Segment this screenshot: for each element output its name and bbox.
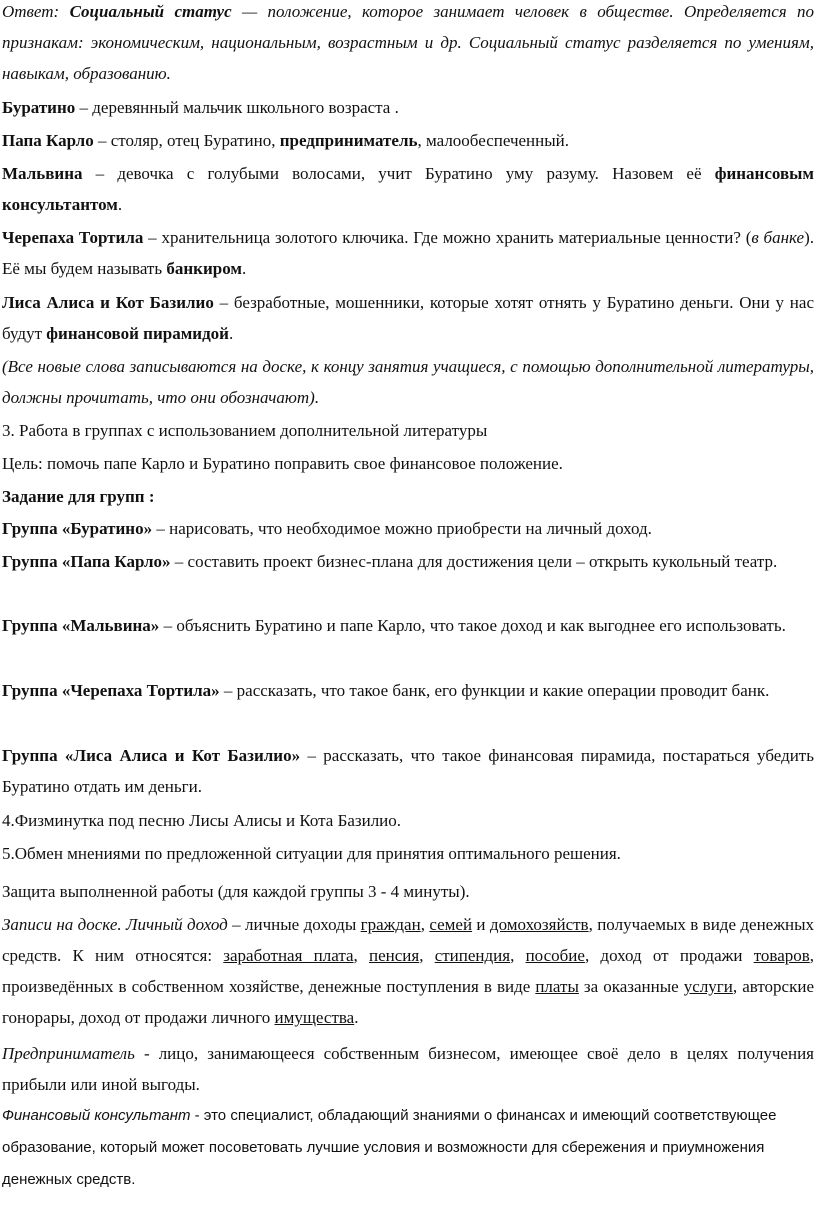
link-property[interactable]: имущества: [274, 1008, 355, 1027]
section-3-heading: 3. Работа в группах с использованием дополнительной литературы: [2, 421, 488, 440]
term-entrepreneur: предприниматель: [279, 131, 418, 150]
definition-text: ,: [510, 946, 526, 965]
term-banker: банкиром: [166, 259, 242, 278]
link-households[interactable]: домохозяйств: [489, 915, 589, 934]
section-5-heading: 5.Обмен мнениями по предложенной ситуации для принятия оптимального решения.: [2, 844, 621, 863]
goal-paragraph: Цель: помочь папе Карло и Буратино поправить свое финансовое положение.: [2, 454, 563, 473]
group-name: Группа «Черепаха Тортила»: [2, 681, 220, 700]
definition-text: ,: [420, 915, 430, 934]
definition-text: за оказанные: [578, 977, 684, 996]
group-name: Группа «Мальвина»: [2, 616, 160, 635]
definition-text: , получаемых в виде денежных средств. К ним относятся:: [2, 915, 814, 965]
group-task-heading: [2, 481, 814, 512]
link-wages[interactable]: заработная плата: [223, 946, 354, 965]
character-description: – столяр, отец Буратино,: [93, 131, 280, 150]
entrepreneur-definition: [2, 1038, 814, 1100]
answer-prefix: Ответ:: [2, 2, 60, 21]
definition-text: – личные доходы: [227, 915, 361, 934]
answer-paragraph: [2, 0, 814, 89]
definition-text: .: [354, 1008, 359, 1027]
section-4-heading: 4.Физминутка под песню Лисы Алисы и Кота Базилио.: [2, 811, 402, 830]
period: .: [241, 259, 247, 278]
character-papa-carlo: [2, 125, 814, 156]
group-name: Группа «Буратино»: [2, 519, 153, 538]
group-papa-carlo: [2, 546, 814, 577]
group-buratino: [2, 513, 814, 544]
character-tortila: [2, 222, 814, 284]
group-name: Группа «Папа Карло»: [2, 552, 171, 571]
character-name: Буратино: [2, 98, 76, 117]
group-task: – рассказать, что такое банк, его функции и какие операции проводит банк.: [219, 681, 770, 700]
group-malvina: [2, 610, 814, 641]
term-social-status: Социальный статус: [69, 2, 232, 21]
link-pension[interactable]: пенсия: [369, 946, 420, 965]
link-families[interactable]: семей: [429, 915, 473, 934]
definition-text: и: [472, 915, 490, 934]
group-fox-and-cat: [2, 740, 814, 802]
term-financial-consultant: финансовым консультантом: [2, 164, 814, 214]
term-financial-pyramid: финансовой пирамидой: [46, 324, 229, 343]
definition-text: , авторские гонорары, доход от продажи личного: [2, 977, 814, 1027]
answer-in-bank: в банке: [751, 228, 805, 247]
group-tortila: [2, 675, 814, 706]
definition-lead: Записи на доске. Личный доход: [2, 915, 228, 934]
link-services[interactable]: услуги: [683, 977, 733, 996]
group-task: – рассказать, что такое финансовая пирамида, постараться убедить Буратино отдать им деньги.: [2, 746, 814, 796]
group-task: – объяснить Буратино и папе Карло, что такое доход и как выгоднее его использовать.: [159, 616, 786, 635]
link-goods[interactable]: товаров: [753, 946, 810, 965]
group-name: Группа «Лиса Алиса и Кот Базилио»: [2, 746, 301, 765]
link-stipend[interactable]: стипендия: [434, 946, 511, 965]
character-description: – девочка с голубыми волосами, учит Буратино уму разуму. Назовем её: [82, 164, 715, 183]
definition-text: , произведённых в собственном хозяйстве, денежные поступления в виде: [2, 946, 815, 996]
character-description-2: ). Её мы будем называть: [2, 228, 815, 278]
character-name: Черепаха Тортила: [2, 228, 144, 247]
note-paragraph: [2, 351, 814, 413]
definition-text: ,: [419, 946, 435, 965]
link-payment[interactable]: платы: [535, 977, 579, 996]
period: .: [228, 324, 234, 343]
character-description: – безработные, мошенники, которые хотят отнять у Буратино деньги. Они у нас будут: [2, 293, 814, 343]
character-description: – хранительница золотого ключика. Где можно хранить материальные ценности? (: [143, 228, 752, 247]
character-malvina: [2, 158, 814, 220]
link-citizens[interactable]: граждан: [360, 915, 421, 934]
group-task-title: Задание для групп :: [2, 487, 155, 506]
character-name: Папа Карло: [2, 131, 94, 150]
definition-lead: Предприниматель: [2, 1044, 135, 1063]
period: .: [117, 195, 123, 214]
character-buratino: [2, 92, 814, 123]
character-name: Мальвина: [2, 164, 83, 183]
definition-text: ,: [353, 946, 370, 965]
group-task: – нарисовать, что необходимое можно приобрести на личный доход.: [152, 519, 652, 538]
consultant-definition: [2, 1100, 814, 1196]
character-fox-and-cat: [2, 287, 814, 349]
character-name: Лиса Алиса и Кот Базилио: [2, 293, 214, 312]
character-description: – деревянный мальчик школьного возраста .: [75, 98, 399, 117]
note-text: (Все новые слова записываются на доске, к концу занятия учащиеся, с помощью дополнительной литературы, должны прочитать, что они обозначают).: [2, 357, 814, 407]
definition-text: - это специалист, обладающий знаниями о финансах и имеющий соответствующее образование, который может посоветовать лучшие условия и возможности для сбережения и приумножения денежных средств.: [2, 1107, 777, 1188]
link-allowance[interactable]: пособие: [525, 946, 585, 965]
answer-text: — положение, которое занимает человек в обществе. Определяется по признакам: экономическим, национальным, возрастным и др. Социальный статус разделяется по умениям, навыкам, образованию.: [2, 2, 815, 83]
group-task: – составить проект бизнес-плана для достижения цели – открыть кукольный театр.: [170, 552, 778, 571]
character-description-end: , малообеспеченный.: [417, 131, 570, 150]
personal-income-definition: [2, 909, 814, 1033]
defense-paragraph: Защита выполненной работы (для каждой группы 3 - 4 минуты).: [2, 882, 470, 901]
definition-text: , доход от продажи: [584, 946, 754, 965]
definition-lead: Финансовый консультант: [2, 1107, 191, 1124]
definition-text: - лицо, занимающееся собственным бизнесом, имеющее своё дело в целях получения прибыли или иной выгоды.: [2, 1044, 814, 1094]
